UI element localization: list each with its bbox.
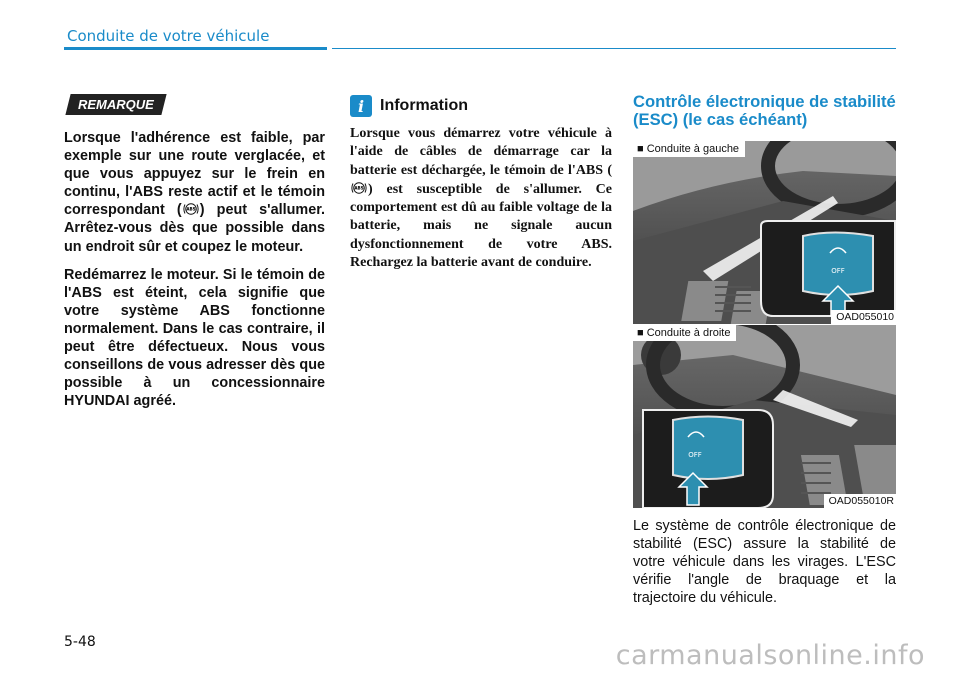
esc-photo-rhd (633, 325, 896, 508)
abs-warning-icon (182, 201, 200, 217)
remarque-section (64, 94, 325, 410)
remarque-badge: REMARQUE (65, 94, 166, 115)
section-title: Conduite de votre véhicule (67, 27, 270, 45)
watermark: carmanualsonline.info (615, 640, 925, 671)
svg-text:ABS: ABS (186, 207, 196, 213)
remarque-paragraph-2: Redémarrez le moteur. Si le témoin de l'ABS est éteint, cela signifie que votre système ABS fonctionne normalement. Dans le cas contraire, il peut être défectueux. Nous vous conseillons de vous adresser dès que possible à un concessionnaire HYUNDAI agréé. (64, 266, 325, 410)
header-rule-thin (332, 48, 896, 49)
esc-photo-lhd (633, 141, 896, 324)
page-number: 5-48 (64, 634, 96, 650)
esc-photo-code: OAD055010 (831, 310, 896, 324)
header-rule-thick (64, 47, 327, 50)
svg-text:OFF: OFF (831, 267, 845, 275)
svg-text:ABS: ABS (354, 185, 364, 191)
esc-photo-label: ■ Conduite à droite (633, 325, 736, 341)
esc-title: Contrôle électronique de stabilité (ESC) (le cas échéant) (633, 92, 896, 129)
dashboard-illustration-lhd (633, 141, 896, 324)
information-section (350, 95, 612, 272)
abs-warning-icon (350, 180, 368, 196)
remarque-paragraph-1: Lorsque l'adhérence est faible, par exemple sur une route verglacée, et que vous appuyez sur le frein en continu, l'ABS reste actif et le témoin correspondant ( ABS ) peut s'allumer. Arrêtez-vous dès que possible dans un endroit sûr et coupez le moteur. (64, 130, 325, 255)
information-icon: i (350, 95, 372, 117)
information-title: Information (380, 97, 468, 114)
esc-photo-code: OAD055010R (824, 494, 896, 508)
information-paragraph: Lorsque vous démarrez votre véhicule à l'aide de câbles de démarrage car la batterie est déchargée, le témoin de l'ABS ( ABS ) est susceptible de s'allumer. Ce comportement est dû au faible voltage de la batterie, mais ne signale aucun dysfonctionnement de votre ABS. Rechargez la batterie avant de conduire. (350, 126, 612, 271)
svg-text:OFF: OFF (688, 451, 702, 459)
esc-section (633, 93, 896, 608)
esc-photo-label: ■ Conduite à gauche (633, 141, 745, 157)
esc-paragraph: Le système de contrôle électronique de stabilité (ESC) assure la stabilité de votre véhicule dans les virages. L'ESC vérifie l'angle de braquage et la trajectoire du véhicule. (633, 518, 896, 606)
dashboard-illustration-rhd (633, 325, 896, 508)
